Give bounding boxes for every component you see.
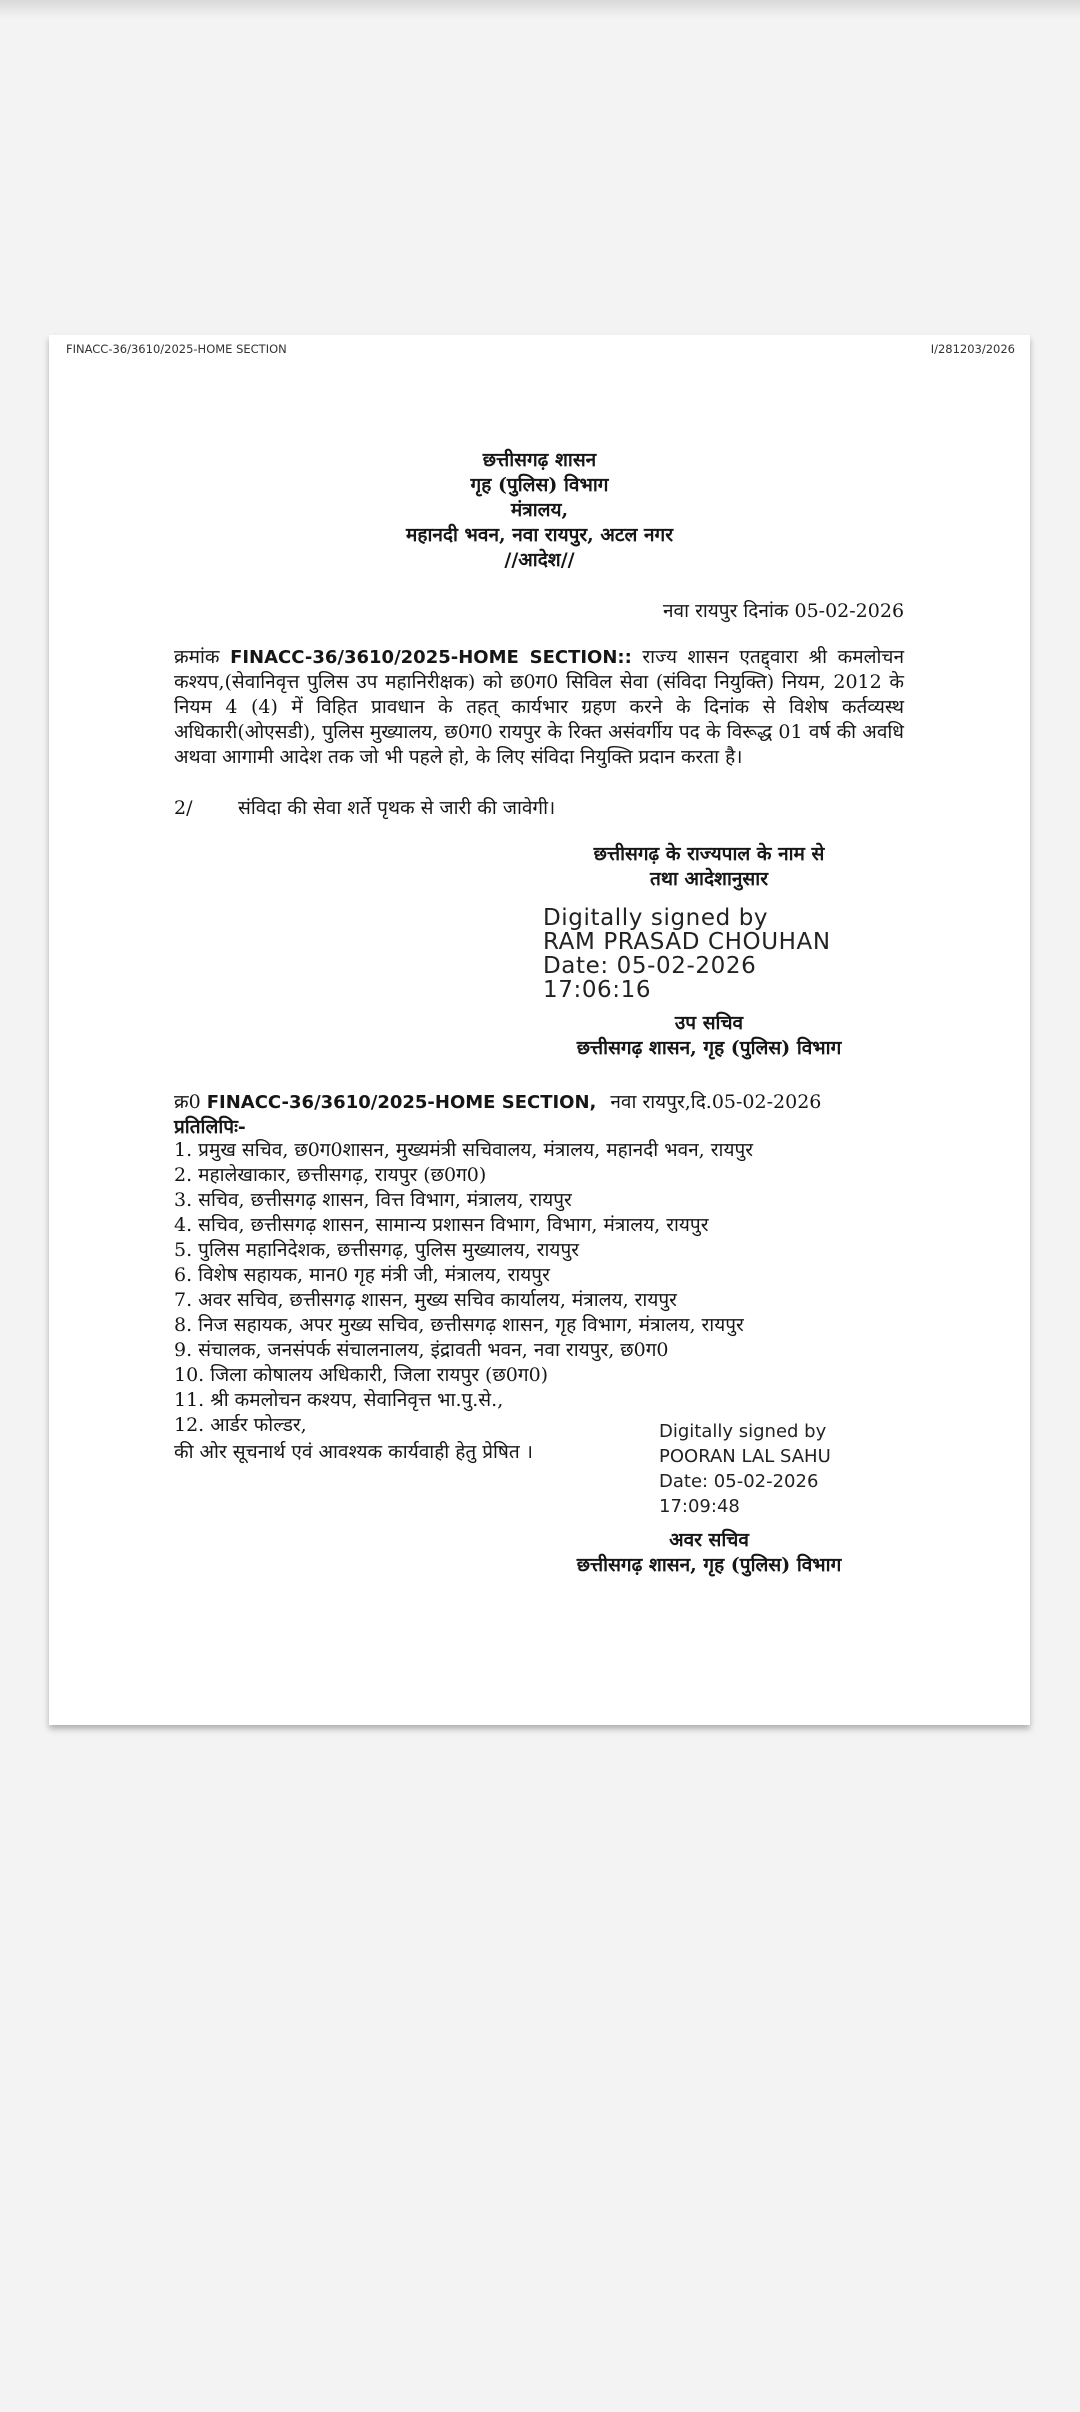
governor-line-1: छत्तीसगढ़ के राज्यपाल के नाम से [593,843,825,865]
list-item: 10. जिला कोषालय अधिकारी, जिला रायपुर (छ0ग0) [174,1364,549,1386]
list-item: 6. विशेष सहायक, मान0 गृह मंत्री जी, मंत्रालय, रायपुर [174,1264,550,1286]
role2-dept: छत्तीसगढ़ शासन, गृह (पुलिस) विभाग [576,1554,842,1576]
para2-body: संविदा की सेवा शर्ते पृथक से जारी की जावेगी। [238,797,556,819]
order-body: राज्य शासन एतद्द्वारा श्री कमलोचन कश्यप,(सेवानिवृत्त पुलिस उप महानिरीक्षक) को छ0ग0 सिविल सेवा (संविदा नियुक्ति) नियम, 2012 के नियम 4 (4) में विहित प्रावधान के तहत् कार्यभार ग्रहण करने के दिनांक से विशेष कर्तव्यस्थ अधिकारी(ओएसडी), पुलिस मुख्यालय, छ0ग0 रायपुर के रिक्त असंवर्गीय पद के विरूद्ध 01 वर्ष की अवधि अथवा आगामी आदेश तक जो भी पहले हो, के लिए संविदा नियुक्ति प्रदान करता है। [174,646,904,768]
header-inward-number: I/281203/2026 [930,342,1015,356]
list-item: 12. आर्डर फोल्डर, [174,1414,307,1436]
header-file-number: FINACC-36/3610/2025-HOME SECTION [66,342,287,356]
role1-dept: छत्तीसगढ़ शासन, गृह (पुलिस) विभाग [576,1037,842,1059]
order-date: नवा रायपुर दिनांक 05-02-2026 [663,600,905,622]
list-item: 4. सचिव, छत्तीसगढ़ शासन, सामान्य प्रशासन विभाग, विभाग, मंत्रालय, रायपुर [174,1214,709,1236]
recipient-list [174,1138,753,1438]
copy-reference [174,1088,821,1114]
order-title: //आदेश// [504,549,575,571]
governor-line-2: तथा आदेशानुसार [650,868,768,890]
signatory-2-designation [529,1528,889,1578]
digital-signature-1 [543,906,831,1002]
sig2-line: Digitally signed by [659,1421,827,1442]
role2-title: अवर सचिव [669,1529,749,1551]
order-paragraph-2 [174,794,555,820]
letterhead-ministry: मंत्रालय, [510,499,569,521]
letterhead-govt: छत्तीसगढ़ शासन [482,449,597,471]
governor-authority [529,842,889,892]
sig2-line: POORAN LAL SAHU [659,1446,831,1467]
para-prefix: क्रमांक [174,646,220,668]
sig1-line: Digitally signed by [543,905,769,931]
role1-title: उप सचिव [674,1012,744,1034]
order-number: FINACC-36/3610/2025-HOME SECTION:: [230,647,632,668]
list-item: 5. पुलिस महानिदेशक, छत्तीसगढ़, पुलिस मुख्यालय, रायपुर [174,1239,580,1261]
order-paragraph [174,645,904,770]
sig1-line: Date: 05-02-2026 [543,953,757,979]
closing-line: की ओर सूचनार्थ एवं आवश्यक कार्यवाही हेतु प्रेषित । [174,1441,533,1463]
list-item: 7. अवर सचिव, छत्तीसगढ़ शासन, मुख्य सचिव कार्यालय, मंत्रालय, रायपुर [174,1289,677,1311]
list-item: 11. श्री कमलोचन कश्यप, सेवानिवृत्त भा.पु.से., [174,1389,504,1411]
sig1-line: RAM PRASAD CHOUHAN [543,929,831,955]
digital-signature-2 [659,1419,831,1519]
list-item: 8. निज सहायक, अपर मुख्य सचिव, छत्तीसगढ़ शासन, गृह विभाग, मंत्रालय, रायपुर [174,1314,744,1336]
sig2-line: Date: 05-02-2026 [659,1471,819,1492]
list-item: 2. महालेखाकार, छत्तीसगढ़, रायपुर (छ0ग0) [174,1164,487,1186]
sig2-line: 17:09:48 [659,1496,740,1517]
letterhead-address: महानदी भवन, नवा रायपुर, अटल नगर [406,524,673,546]
list-item: 1. प्रमुख सचिव, छ0ग0शासन, मुख्यमंत्री सचिवालय, मंत्रालय, महानदी भवन, रायपुर [174,1139,754,1161]
para2-index: 2/ [174,797,193,819]
copy-date: नवा रायपुर,दि.05-02-2026 [610,1091,822,1113]
document-page [49,335,1030,1725]
top-shadow [0,0,1080,18]
sig1-line: 17:06:16 [543,977,652,1003]
copy-prefix: क्र0 [174,1091,201,1113]
list-item: 9. संचालक, जनसंपर्क संचालनालय, इंद्रावती भवन, नवा रायपुर, छ0ग0 [174,1339,669,1361]
copy-to-heading: प्रतिलिपिः- [174,1116,246,1138]
list-item: 3. सचिव, छत्तीसगढ़ शासन, वित्त विभाग, मंत्रालय, रायपुर [174,1189,572,1211]
letterhead [49,448,1030,573]
letterhead-dept: गृह (पुलिस) विभाग [470,474,609,496]
copy-number: FINACC-36/3610/2025-HOME SECTION, [206,1092,597,1113]
signatory-1-designation [529,1011,889,1061]
